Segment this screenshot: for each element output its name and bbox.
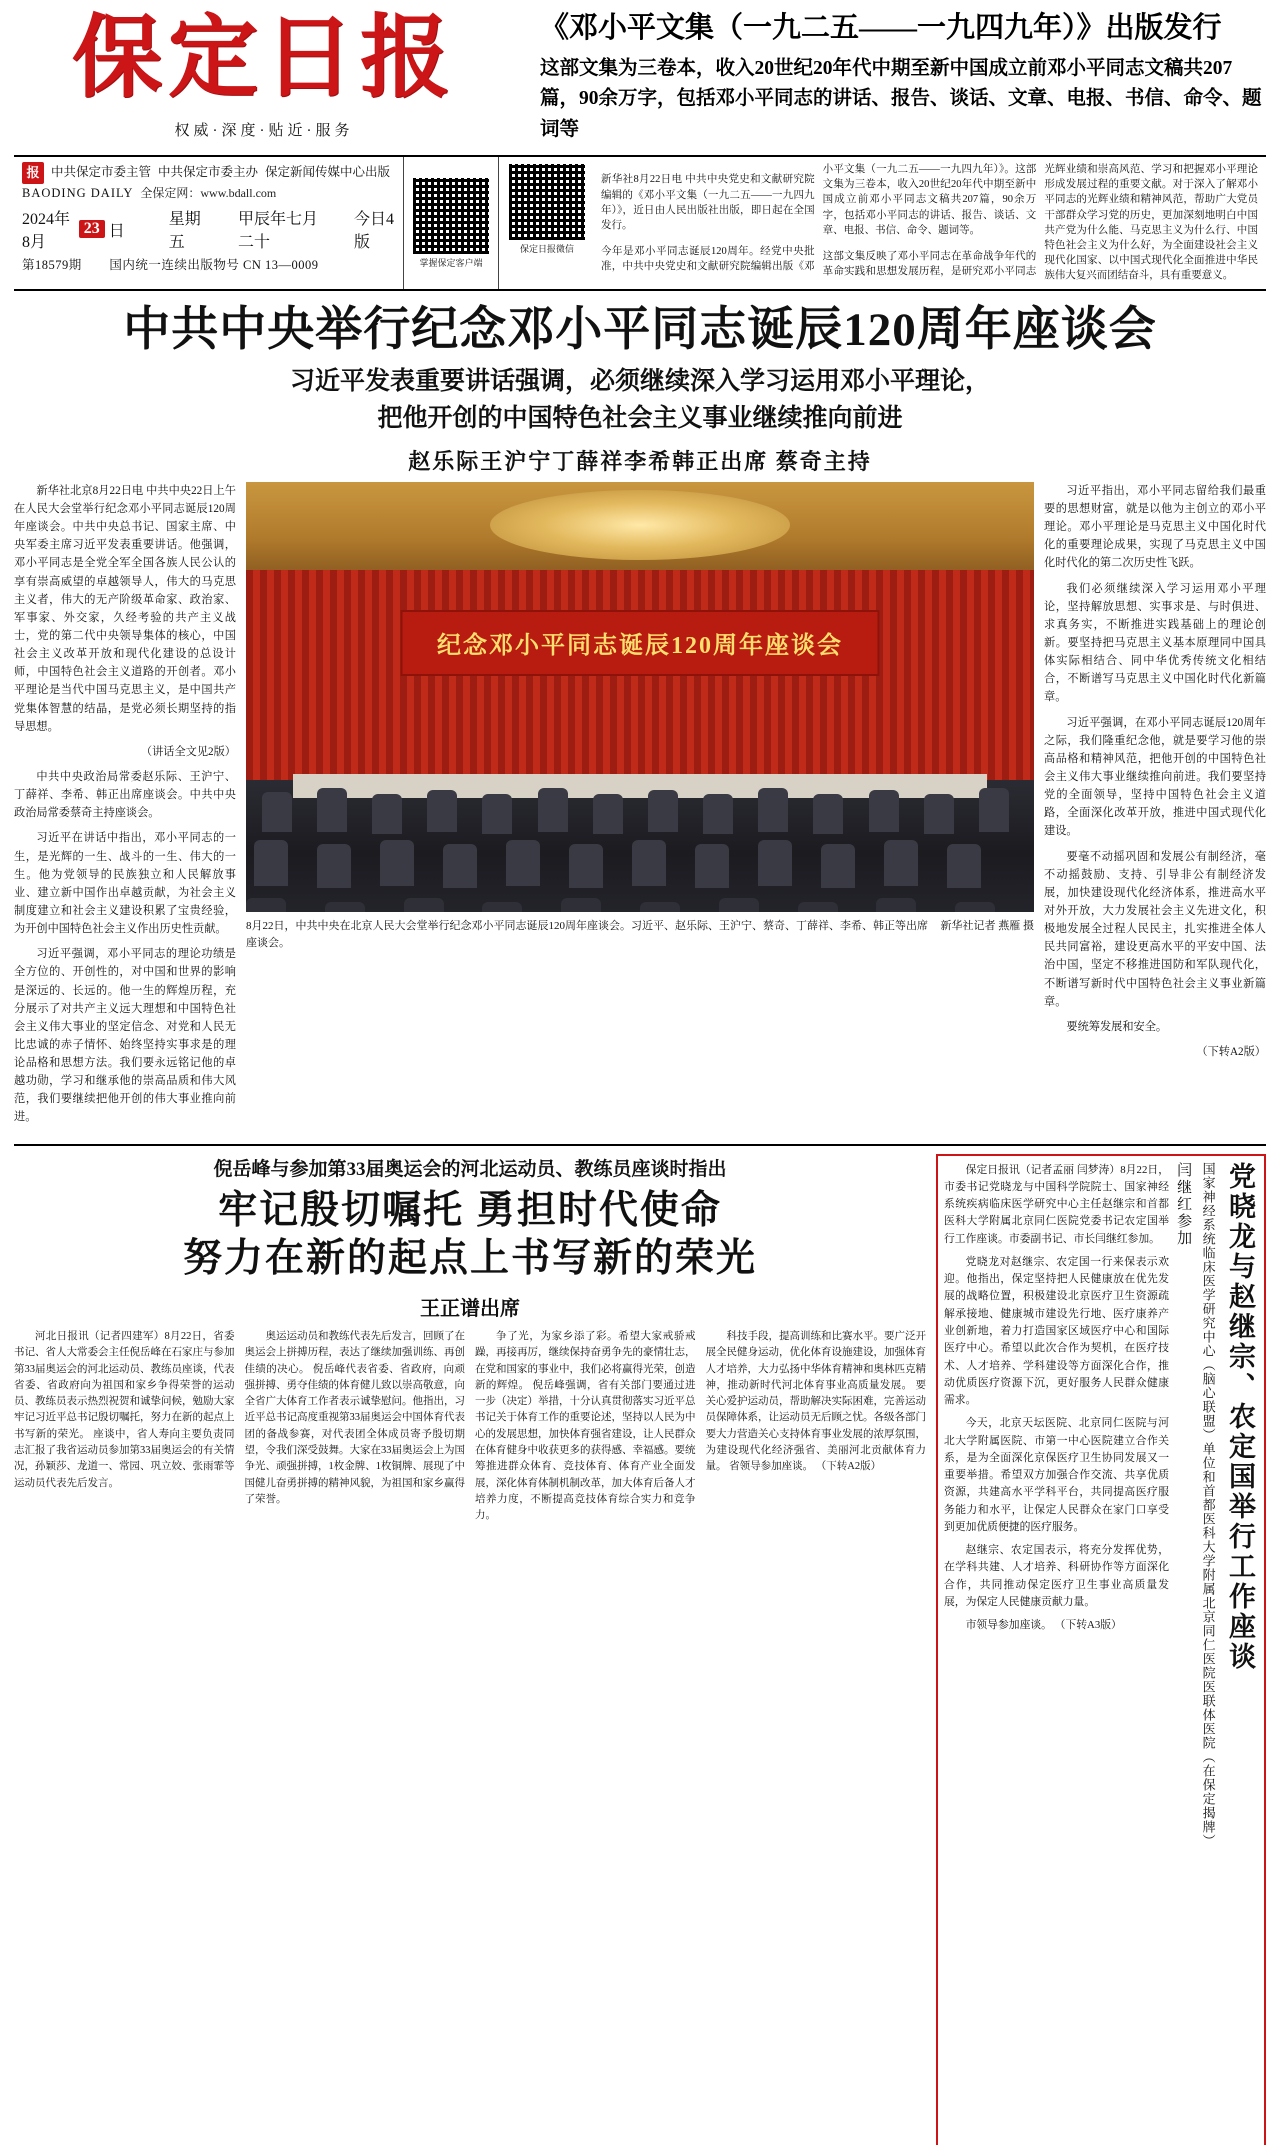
sponsor-1: 中共保定市委主管 — [51, 165, 152, 180]
main-subhead-line1: 习近平发表重要讲话强调，必须继续深入学习运用邓小平理论， — [289, 368, 990, 396]
serial-number: 国内统一连续出版物号 CN 13—0009 — [109, 258, 319, 273]
main-subhead-line2: 把他开创的中国特色社会主义事业继续推向前进 — [377, 404, 903, 432]
qr-wechat[interactable] — [507, 162, 587, 284]
newspaper-title: 保定日报 — [72, 4, 456, 110]
qr-app[interactable] — [409, 176, 493, 269]
paragraph: 要毫不动摇巩固和发展公有制经济，毫不动摇鼓励、支持、引导非公有制经济发展，加快建设现代化经济体系，推进高水平对外开放，大力发展社会主义先进文化，积极地发展全过程人民民主，扎实推进全体人民共同富裕，建设更高水平的平安中国、法治中国，坚定不移推进国防和军队现代化，不断谱写新时代中国特色社会主义事业新篇章。 — [1044, 850, 1266, 1008]
qr-code-icon[interactable] — [507, 162, 587, 242]
photo-credit: 新华社记者 燕雁 摄 — [940, 919, 1034, 932]
main-headline: 中共中央举行纪念邓小平同志诞辰120周年座谈会 — [123, 303, 1157, 356]
qr-codes — [404, 157, 499, 289]
section-divider — [14, 1144, 1266, 1146]
photo-caption-row — [246, 918, 1034, 953]
sponsor-2: 中共保定市委主办 — [158, 165, 259, 180]
publisher-info — [14, 157, 404, 289]
photo-caption: 8月22日，中共中央在北京人民大会堂举行纪念邓小平同志诞辰120周年座谈会。习近平、赵乐际、王沪宁、蔡奇、丁薛祥、李希、韩正等出席座谈会。 — [246, 919, 928, 950]
highlighted-article — [936, 1154, 1266, 2145]
brief-para-2: 今年是邓小平同志诞辰120周年。经党中央批准，中共中央党史和文献研究院编辑出版《邓小平文集（一九二五——一九四九年）》。这部文集为三卷本，收入20世纪20年代中期至新中国成立前邓小平同志文稿共207篇，90余万字，包括邓小平同志的讲话、报告、谈话、文章、电报、书信、命令、题词等。 — [601, 163, 1037, 272]
masthead-brief — [499, 157, 1266, 289]
masthead-infobar — [14, 155, 1266, 291]
paper-logo-icon: 报 — [22, 162, 44, 184]
sports-kicker: 倪岳峰与参加第33届奥运会的河北运动员、教练员座谈时指出 — [213, 1158, 727, 1180]
column — [245, 1329, 466, 1530]
paragraph: 市领导参加座谈。 （下转A3版） — [965, 1619, 1122, 1632]
main-article-right-column — [1044, 482, 1266, 1134]
lead-article — [530, 10, 1266, 145]
qr-app-label: 掌握保定客户端 — [419, 258, 483, 269]
page-count: 今日4版 — [353, 211, 394, 252]
paragraph: 习近平在讲话中指出，邓小平同志的一生，是光辉的一生、战斗的一生、伟大的一生。他为党领导的民族独立和人民解放事业、建立新中国作出卓越贡献，为社会主义制度建立和社会主义建设积累了宝贵经验，为开创中国特色社会主义作出历史性贡献。 — [14, 832, 236, 936]
column — [14, 1329, 235, 1530]
sports-headline-2: 努力在新的起点上书写新的荣光 — [182, 1237, 757, 1281]
column — [706, 1329, 927, 1530]
main-article-body — [14, 482, 1266, 1134]
highlighted-article-subtitle: 国家神经系统临床医学研究中心（脑心联盟）单位和首都医科大学附属北京同仁医院医联体医院（在保定揭牌） — [1200, 1161, 1216, 1848]
date-suffix: 日 — [108, 222, 125, 240]
sports-article — [14, 1154, 926, 2145]
paragraph: 赵继宗、农定国表示，将充分发挥优势，在学科共建、人才培养、科研协作等方面深化合作，共同推动保定医疗卫生事业高质量发展，为保定人民健康贡献力量。 — [944, 1544, 1170, 1608]
masthead-left — [14, 4, 514, 140]
highlighted-article-body — [944, 1162, 1169, 2145]
photo-seat-rows — [246, 782, 1034, 912]
paragraph: 河北日报讯（记者四建军）8月22日，省委书记、省人大常委会主任倪岳峰在石家庄与参加第33届奥运会的河北运动员、教练员座谈，代表省委、省政府向为祖国和家乡争得荣誉的运动员、教练员表示热烈祝贺和诚挚问候，勉励大家牢记习近平总书记殷切嘱托，努力在新的起点上书写新的荣光。 座谈中，省人寿向主要负责同志汇报了我省运动员参加第33届奥运会的有关情况，孙颖莎、龙道一、常园、巩立姣、张雨霏等运动员代表先后发言。 — [14, 1331, 235, 1489]
column — [475, 1329, 696, 1530]
highlighted-article-title: 党晓龙与赵继宗、农定国举行工作座谈 — [1225, 1161, 1255, 1672]
publisher-row — [22, 162, 395, 184]
paragraph: 科技手段，提高训练和比赛水平。要广泛开展全民健身运动，优化体育设施建设，加强体育人才培养，大力弘扬中华体育精神和奥林匹克精神，推动新时代河北体育事业高质量发展。 要关心爱护运动员，帮助解决实际困难，完善运动员保障体系，让运动员无后顾之忧。各级各部门要大力营造关心支持体育事业发展的浓厚氛围，为建设现代化经济强省、美丽河北贡献体育力量。 省领导参加座谈。 （下转A2版） — [705, 1331, 926, 1473]
newspaper-slogan: 权威·深度·贴近·服务 — [174, 122, 354, 139]
photo-banner — [401, 610, 880, 676]
conference-photo — [246, 482, 1034, 912]
main-article-left-column — [14, 482, 236, 1134]
date-text: 2024年8月 — [22, 211, 71, 252]
english-row — [22, 184, 395, 203]
paragraph: 党晓龙对赵继宗、农定国一行来保表示欢迎。他指出，保定坚持把人民健康放在优先发展的战略位置，积极建设北京医疗卫生资源疏解承接地、健康城市建设先行地、医疗康养产业创新地，着力打造国家区域医疗中心和国际医疗中心。希望以此次合作为契机，在医疗技术、人才培养、学科建设等方面深化合作，推动优质医疗资源下沉，更好服务人民群众健康需求。 — [944, 1255, 1170, 1407]
paragraph: 新华社北京8月22日电 中共中央22日上午在人民大会堂举行纪念邓小平同志诞辰120周年座谈会。中共中央总书记、国家主席、中央军委主席习近平发表重要讲话。他强调，邓小平同志是全党全军全国各族人民公认的享有崇高威望的卓越领导人，伟大的马克思主义者，伟大的无产阶级革命家、政治家、军事家、外交家，久经考验的共产主义战士，党的第二代中央领导集体的核心，中国社会主义改革开放和现代化建设的总设计师，中国特色社会主义道路的开创者。邓小平理论是当代中国马克思主义，是中国共产党集体智慧的结晶，是党必须长期坚持的指导思想。 — [14, 484, 236, 733]
day-number: 23 — [79, 220, 105, 238]
main-photo-block — [246, 482, 1034, 1134]
issue-number: 第18579期 — [22, 258, 82, 273]
qr-code-icon[interactable] — [411, 176, 491, 256]
paragraph: 今天，北京天坛医院、北京同仁医院与河北大学附属医院、市第一中心医院建立合作关系，是为全面深化京保医疗卫生协同发展又一重要举措。希望双方加强合作交流、共享优质资源，共建高水平学科平台，共同提高医疗服务能力和水平，让保定人民群众在家门口享受到更加优质便捷的医疗服务。 — [944, 1417, 1170, 1533]
jump-note: （讲话全文见2版） — [140, 745, 236, 758]
english-name: BAODING DAILY — [22, 185, 134, 200]
paragraph: 习近平指出，邓小平同志留给我们最重要的思想财富，就是以他为主创立的邓小平理论。邓小平理论是马克思主义中国化时代化的重要理论成果，实现了马克思主义中国化时代化的第二次历史性飞跃。 — [1044, 484, 1266, 570]
website-label[interactable]: 全保定网：www.bdall.com — [140, 186, 277, 201]
sponsor-3: 保定新闻传媒中心出版 — [265, 165, 391, 180]
brief-para-1: 新华社8月22日电 中共中央党史和文献研究院编辑的《邓小平文集（一九二五——一九四九年）》，近日由人民出版社出版，即日起在全国发行。 — [601, 174, 815, 232]
paragraph: 习近平强调，在邓小平同志诞辰120周年之际，我们隆重纪念他，就是要学习他的崇高品格和精神风范，把他开创的中国特色社会主义伟大事业继续推向前进。我们要坚持党的全面领导，坚持中国特色社会主义道路，全面深化改革开放，推进中国式现代化建设。 — [1044, 716, 1266, 838]
qr-wechat-label: 保定日报微信 — [519, 243, 574, 254]
lunar-date: 甲辰年七月二十 — [237, 211, 318, 252]
weekday: 星期五 — [168, 211, 201, 252]
photo-banner-text: 纪念邓小平同志诞辰120周年座谈会 — [437, 633, 843, 660]
paragraph: 习近平强调，邓小平同志的理论功绩是全方位的、开创性的，对中国和世界的影响是深远的、长远的。他一生的辉煌历程，充分展示了对共产主义远大理想和中国特色社会主义伟大事业的坚定信念、对党和人民无比忠诚的赤子情怀、始终坚持实事求是的理论品格和思想方法。我们要永远铭记他的卓越功勋，学习和继承他的崇高品质和伟大风范，我们要继续把他开创的伟大事业推向前进。 — [14, 948, 236, 1124]
sports-byline: 王正谱出席 — [420, 1298, 520, 1321]
paragraph: 我们必须继续深入学习运用邓小平理论，坚持解放思想、实事求是、与时俱进、求真务实，不断推进实践基础上的理论创新。要坚持把马克思主义基本原理同中国具体实际相结合、同中华优秀传统文化相结合，不断谱写马克思主义中国化时代化新篇章。 — [1044, 582, 1266, 704]
paragraph: 保定日报讯（记者孟丽 闫梦涛）8月22日，市委书记党晓龙与中国科学院院士、国家神经系统疾病临床医学研究中心主任赵继宗和首都医科大学附属北京同仁医院党委书记农定国举行工作座谈。市委副书记、市长闫继红参加。 — [944, 1163, 1170, 1245]
paragraph: 奥运运动员和教练代表先后发言，回顾了在奥运会上拼搏历程，表达了继续加强训练、再创佳绩的决心。 倪岳峰代表省委、省政府，向顽强拼搏、勇夺佳绩的体育健儿致以崇高敬意，向全省广大体育工作者表示诚挚慰问。他指出，习近平总书记高度重视第33届奥运会中国体育代表团的备战参赛，对代表团全体成员寄予殷切期望，令我们深受鼓舞。大家在33届奥运会上为国争光、顽强拼搏，1枚金牌、1枚铜牌、展现了中国健儿奋勇拼搏的精神风貌，为祖国和家乡赢得了荣誉。 — [244, 1331, 465, 1505]
publication-date — [22, 206, 395, 252]
sports-headline-1: 牢记殷切嘱托 勇担时代使命 — [218, 1188, 722, 1232]
paragraph: 争了光，为家乡添了彩。希望大家戒骄戒躁，再接再厉，继续保持奋勇争先的豪情壮志，在党和国家的事业中，我们必将赢得光荣，创造新的辉煌。 倪岳峰强调，省有关部门要通过进一步（决定）举措，十分认真贯彻落实习近平总书记关于体育工作的重要论述，坚持以人民为中心的发展思想，加快体育强省建设，让人民群众在体育健身中收获更多的获得感、幸福感。要统筹推进群众体育、竞技体育、体育产业全面发展，深化体育体制机制改革，加大体育后备人才培养力度，不断提高竞技体育综合实力和竞争力。 — [475, 1331, 696, 1522]
lead-brief-text — [601, 162, 1258, 284]
issue-line — [22, 255, 395, 273]
lead-article-title: 《邓小平文集（一九二五——一九四九年）》出版发行 — [540, 12, 1222, 44]
masthead — [14, 4, 1266, 145]
paragraph: 要统筹发展和安全。 — [1066, 1020, 1168, 1033]
second-section — [14, 1154, 1266, 2145]
brief-para-3: 这部文集反映了邓小平同志在革命战争年代的革命实践和思想发展历程，是研究邓小平同志光辉业绩和崇高风范、学习和把握邓小平理论形成发展过程的重要文献。对于深入了解邓小平同志的光辉业绩和精神风范，帮助广大党员干部群众学习党的历史，更加深刻地明白中国共产党为什么能、马克思主义为什么行、中国特色社会主义为什么好，为全面建设社会主义现代化国家、以中国式现代化全面推进中华民族伟大复兴而团结奋斗，具有重要意义。 — [822, 163, 1258, 282]
highlighted-article-byline: 闫继红参加 — [1175, 1161, 1192, 1247]
lead-article-subtitle: 这部文集为三卷本，收入20世纪20年代中期至新中国成立前邓小平同志文稿共207篇，90余万字，包括邓小平同志的讲话、报告、谈话、文章、电报、书信、命令、题词等 — [540, 58, 1262, 140]
paragraph: 中共中央政治局常委赵乐际、王沪宁、丁薛祥、李希、韩正出席座谈会。中共中央政治局常委蔡奇主持座谈会。 — [14, 770, 236, 820]
attendees-line: 赵乐际王沪宁丁薛祥李希韩正出席 蔡奇主持 — [408, 448, 872, 474]
jump-note: （下转A2版） — [1196, 1045, 1266, 1058]
photo-ceiling — [246, 482, 1034, 577]
sports-columns — [14, 1329, 926, 1530]
